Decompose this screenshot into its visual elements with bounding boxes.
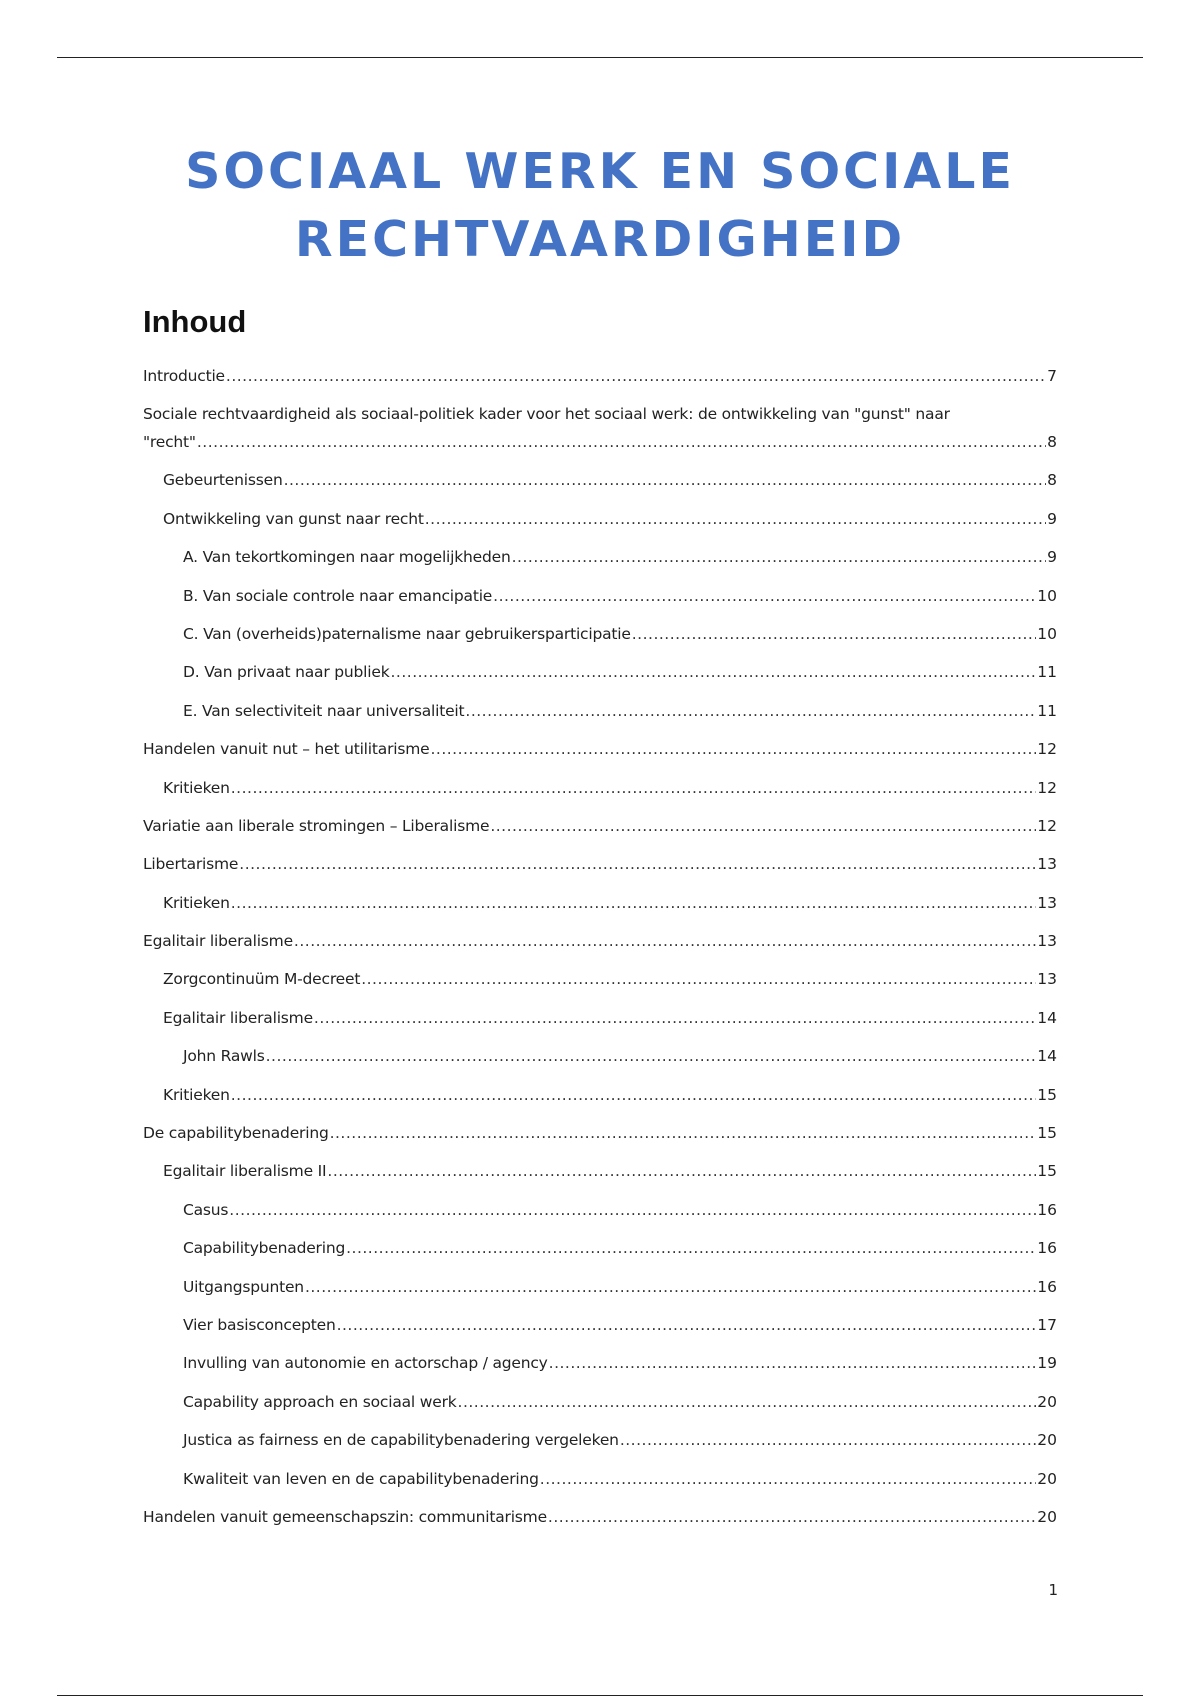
toc-entry-page: 12	[1037, 816, 1057, 835]
toc-entry[interactable]	[143, 1081, 1057, 1119]
toc-entry-page: 12	[1037, 778, 1057, 797]
toc-entry-label: Egalitair liberalisme	[163, 1008, 313, 1027]
dot-leader	[632, 620, 1037, 648]
dot-leader	[512, 543, 1047, 571]
toc-entry[interactable]	[143, 1388, 1057, 1426]
page-number: 1	[1048, 1581, 1058, 1599]
toc-entry-label: Zorgcontinuüm M-decreet	[163, 970, 361, 989]
toc-entry-page: 11	[1037, 663, 1057, 682]
toc-entry-label: Egalitair liberalisme II	[163, 1162, 327, 1181]
toc-entry[interactable]	[143, 1426, 1057, 1464]
toc-entry-page: 11	[1037, 701, 1057, 720]
dot-leader	[229, 1196, 1036, 1224]
dot-leader	[490, 812, 1036, 840]
toc-entry[interactable]	[143, 543, 1057, 581]
toc-entry-label: Kritieken	[163, 1085, 230, 1104]
dot-leader	[458, 1388, 1037, 1416]
toc-entry-page: 20	[1037, 1392, 1057, 1411]
dot-leader	[430, 735, 1036, 763]
document-title	[100, 138, 1100, 274]
toc-entry-label: Kritieken	[163, 778, 230, 797]
dot-leader	[465, 697, 1036, 725]
dot-leader	[425, 505, 1046, 533]
toc-entry-page: 14	[1037, 1008, 1057, 1027]
toc-entry-label: Uitgangspunten	[183, 1277, 304, 1296]
toc-entry-page: 14	[1037, 1047, 1057, 1066]
toc-entry-label: Capabilitybenadering	[183, 1239, 346, 1258]
toc-entry[interactable]	[143, 1465, 1057, 1503]
dot-leader	[330, 1119, 1037, 1147]
toc-entry-label: Capability approach en sociaal werk	[183, 1392, 457, 1411]
dot-leader	[540, 1465, 1036, 1493]
dot-leader	[337, 1311, 1037, 1339]
toc-entry-page: 16	[1037, 1239, 1057, 1258]
dot-leader	[549, 1349, 1037, 1377]
toc-entry[interactable]	[143, 1042, 1057, 1080]
toc-entry-page: 13	[1037, 970, 1057, 989]
toc-entry[interactable]	[143, 1234, 1057, 1272]
table-of-contents	[143, 362, 1057, 1541]
toc-entry[interactable]	[143, 1503, 1057, 1541]
toc-entry-page: 13	[1037, 893, 1057, 912]
toc-entry-page: 16	[1037, 1200, 1057, 1219]
toc-heading: Inhoud	[143, 304, 247, 339]
dot-leader	[226, 362, 1046, 390]
dot-leader	[231, 1081, 1037, 1109]
toc-entry-page: 16	[1037, 1277, 1057, 1296]
document-title-line-2: RECHTVAARDIGHEID	[294, 211, 906, 268]
toc-entry[interactable]	[143, 1273, 1057, 1311]
toc-entry-label: Ontwikkeling van gunst naar recht	[163, 509, 424, 528]
toc-entry-page: 17	[1037, 1315, 1057, 1334]
dot-leader	[231, 889, 1037, 917]
toc-entry-page: 20	[1037, 1469, 1057, 1488]
toc-entry[interactable]	[143, 965, 1057, 1003]
toc-entry-label: D. Van privaat naar publiek	[183, 663, 390, 682]
toc-entry-label: Kwaliteit van leven en de capabilitybenadering	[183, 1469, 539, 1488]
dot-leader	[294, 927, 1036, 955]
toc-entry-page: 15	[1037, 1085, 1057, 1104]
toc-entry[interactable]	[143, 1004, 1057, 1042]
header-rule	[57, 57, 1143, 58]
dot-leader	[548, 1503, 1036, 1531]
toc-entry[interactable]	[143, 505, 1057, 543]
toc-entry-page: 13	[1037, 855, 1057, 874]
toc-entry[interactable]	[143, 889, 1057, 927]
toc-entry-label: Gebeurtenissen	[163, 471, 283, 490]
dot-leader	[327, 1157, 1036, 1185]
toc-entry[interactable]	[143, 466, 1057, 504]
toc-entry-label: Kritieken	[163, 893, 230, 912]
toc-entry[interactable]	[143, 850, 1057, 888]
toc-entry[interactable]	[143, 620, 1057, 658]
toc-entry-label: Sociale rechtvaardigheid als sociaal-politiek kader voor het sociaal werk: de ontwikkeling van "gunst" naar	[143, 405, 950, 424]
dot-leader	[314, 1004, 1036, 1032]
toc-entry[interactable]	[143, 1349, 1057, 1387]
toc-entry-label-continued: "recht"	[143, 433, 196, 452]
toc-entry-label: Handelen vanuit nut – het utilitarisme	[143, 740, 430, 759]
toc-entry-label: Justica as fairness en de capabilitybenadering vergeleken	[183, 1431, 619, 1450]
toc-entry-page: 19	[1037, 1354, 1057, 1373]
toc-entry[interactable]	[143, 362, 1057, 400]
dot-leader	[493, 582, 1036, 610]
toc-entry-label: Handelen vanuit gemeenschapszin: communitarisme	[143, 1507, 547, 1526]
dot-leader	[305, 1273, 1036, 1301]
toc-entry[interactable]	[143, 658, 1057, 696]
dot-leader	[197, 428, 1046, 456]
toc-entry-label: Vier basisconcepten	[183, 1315, 336, 1334]
toc-entry-label: Egalitair liberalisme	[143, 932, 293, 951]
toc-entry-label: C. Van (overheids)paternalisme naar gebruikersparticipatie	[183, 624, 631, 643]
toc-entry-page: 12	[1037, 740, 1057, 759]
toc-entry-label: De capabilitybenadering	[143, 1124, 329, 1143]
toc-entry[interactable]	[143, 774, 1057, 812]
toc-entry-page: 8	[1047, 471, 1057, 490]
dot-leader	[390, 658, 1036, 686]
toc-entry[interactable]	[143, 582, 1057, 620]
document-title-line-1: SOCIAAL WERK EN SOCIALE	[185, 143, 1015, 200]
toc-entry-page: 15	[1037, 1124, 1057, 1143]
dot-leader	[231, 774, 1037, 802]
toc-entry[interactable]	[143, 1311, 1057, 1349]
toc-entry-label: E. Van selectiviteit naar universaliteit	[183, 701, 465, 720]
dot-leader	[266, 1042, 1037, 1070]
toc-entry-page: 8	[1047, 433, 1057, 452]
toc-entry[interactable]	[143, 1157, 1057, 1195]
toc-entry[interactable]	[143, 400, 1057, 466]
toc-entry[interactable]	[143, 1196, 1057, 1234]
footer-rule	[57, 1695, 1143, 1696]
toc-entry-page: 20	[1037, 1507, 1057, 1526]
dot-leader	[361, 965, 1036, 993]
toc-entry-page: 15	[1037, 1162, 1057, 1181]
toc-entry-page: 13	[1037, 932, 1057, 951]
toc-entry-page: 10	[1037, 586, 1057, 605]
toc-entry[interactable]	[143, 1119, 1057, 1157]
toc-entry-label: Casus	[183, 1200, 229, 1219]
toc-entry-page: 20	[1037, 1431, 1057, 1450]
toc-entry-page: 10	[1037, 624, 1057, 643]
dot-leader	[239, 850, 1036, 878]
toc-entry-label: A. Van tekortkomingen naar mogelijkheden	[183, 548, 511, 567]
toc-entry[interactable]	[143, 927, 1057, 965]
dot-leader	[620, 1426, 1036, 1454]
toc-entry-label: B. Van sociale controle naar emancipatie	[183, 586, 493, 605]
toc-entry[interactable]	[143, 812, 1057, 850]
toc-entry[interactable]	[143, 697, 1057, 735]
dot-leader	[284, 466, 1047, 494]
toc-entry-label: Variatie aan liberale stromingen – Liberalisme	[143, 816, 490, 835]
toc-entry[interactable]	[143, 735, 1057, 773]
toc-entry-label: Invulling van autonomie en actorschap / agency	[183, 1354, 548, 1373]
toc-entry-page: 9	[1047, 509, 1057, 528]
toc-entry-label: Introductie	[143, 367, 225, 385]
toc-entry-page: 9	[1047, 548, 1057, 567]
dot-leader	[346, 1234, 1036, 1262]
toc-entry-label: Libertarisme	[143, 855, 239, 874]
toc-entry-label: John Rawls	[183, 1047, 265, 1066]
toc-entry-page: 7	[1047, 367, 1057, 385]
